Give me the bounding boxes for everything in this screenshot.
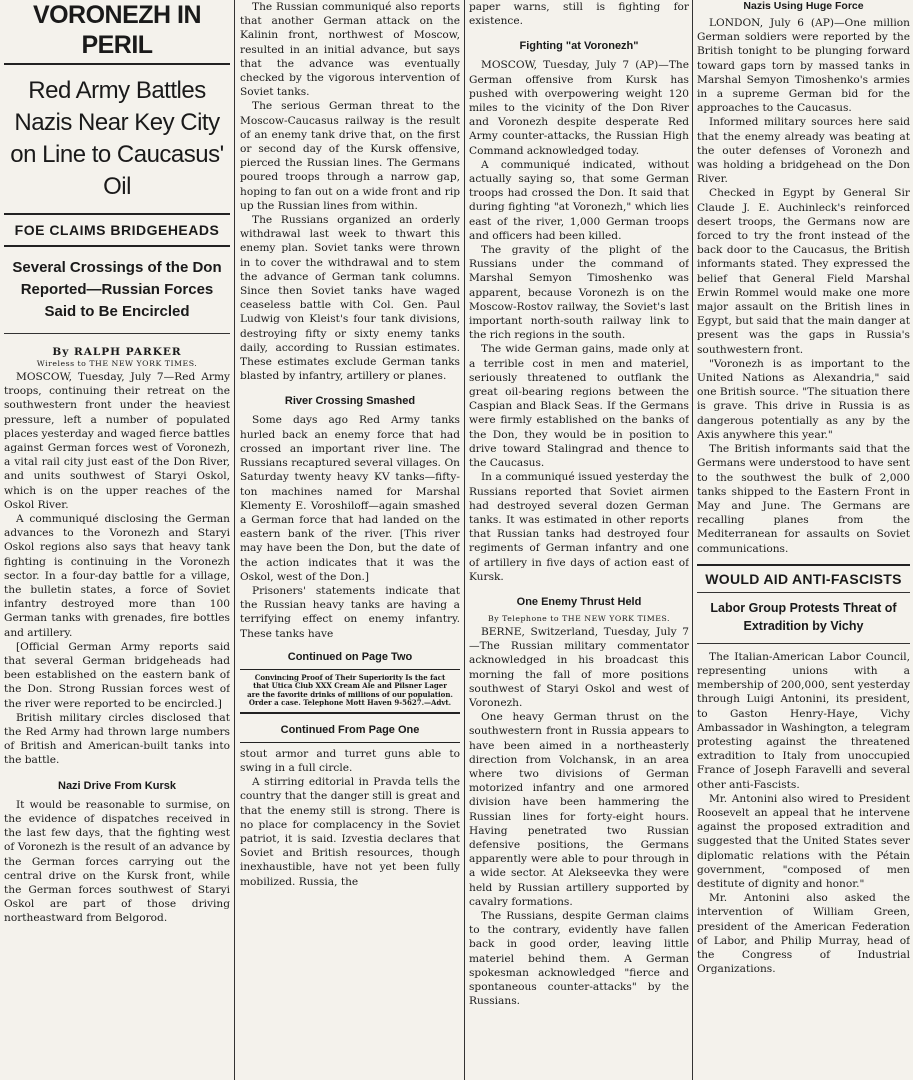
box-deck: Labor Group Protests Threat of Extradition by Vichy: [697, 593, 910, 644]
box-headline: WOULD AID ANTI-FASCISTS: [697, 564, 910, 593]
paragraph: Some days ago Red Army tanks hurled back an enemy force that had crossed an important river line. The Russians recaptured several villages. On Saturday twenty heavy KV tanks—fifty-ton machines named for Marshal Klementy E. Voroshiloff—again smashed a German force that had landed on the eastern bank of the river. [This river may have been the Don, but the date of the action indicates that it was the Oskol, west of the Don.]: [240, 414, 460, 583]
paragraph: The gravity of the plight of the Russians under the command of Marshal Semyon Timoshenko was apparent, because Voronezh is on the Moscow-Rostov railway, the Soviet's last important north-south railway link to the rich regions in the south.: [469, 244, 689, 342]
paragraph: A communiqué disclosing the German advances to the Voronezh and Staryi Oskol regions also says that heavy tank fighting is continuing in the Voronezh sector. In a four-day battle for a village, the bulletin states, a force of Soviet infantry destroyed more than 100 German tanks with grenades, fire bottles and artillery.: [4, 513, 230, 639]
paragraph: In a communiqué issued yesterday the Russians reported that Soviet airmen had destroyed several dozen German tanks. It was estimated in other reports that Russian tanks had destroyed four regiments of German infantry and one of artillery in five days of action east of Kursk.: [469, 471, 689, 583]
paragraph: MOSCOW, Tuesday, July 7 (AP)—The German offensive from Kursk has pushed with overpowering weight 120 miles to the vicinity of the Don River and Voronezh despite desperate Red Army counter-attacks, the Russian High Command acknowledged today.: [469, 59, 689, 157]
paragraph: One heavy German thrust on the southwestern front in Russia appears to have been aimed in a northeasterly direction from Volchansk, in an area where two divisions of German motorized infantry and one armored division have been hammering the Russian lines for forty-eight hours. Having penetrated two Russian defensive positions, the Germans apparently were able to pour through in a wide sector. At Alekseevka they were held by Russian artillery supported by cavalry formations.: [469, 711, 689, 908]
continued-on-link[interactable]: Continued on Page Two: [240, 647, 460, 670]
paragraph: "Voronezh is as important to the United Nations as Alexandria," said one British source. "The situation there is grave. This drive in Russia is as dangerous potentially as any by the Axis anywhere this year.": [697, 357, 910, 441]
paragraph: Informed military sources here said that the enemy already was beating at the outer defenses of Voronezh and was holding a bridgehead on the Don River.: [697, 116, 910, 186]
advertisement: Convincing Proof of Their Superiority Is the fact that Utica Club XXX Cream Ale and Pilsner Lager are the favorite drinks of millions of our population. Order a case. Telephone Mott Haven 9-5627.—Advt.: [240, 670, 460, 714]
top-banner: VORONEZH IN PERIL: [4, 0, 230, 65]
paragraph: stout armor and turret guns able to swing in a full circle.: [240, 747, 460, 774]
column-rule: [464, 0, 465, 1080]
paragraph: The serious German threat to the Moscow-Caucasus railway is the result of an enemy tank drive that, on the first or second day of the Kursk offensive, pierced the Russian lines. The Germans poured troops through a narrow gap, hoping to fan out on a wide front and rip up the Russian lines from within.: [240, 100, 460, 212]
wire-credit: By Telephone to THE NEW YORK TIMES.: [488, 613, 670, 623]
paragraph: The Italian-American Labor Council, representing unions with a membership of 200,000, sent yesterday through Luigi Antonini, its president, to Gaston Henry-Haye, Vichy Ambassador in Washington, a telegram protesting against the threatened extradition to Italy from unoccupied France of Joseph Faravelli and several other anti-Fascists.: [697, 650, 910, 791]
deck-headline: Several Crossings of the Don Reported—Russian Forces Said to Be Encircled: [4, 257, 230, 334]
column-4: [697, 0, 910, 1080]
column-2: [240, 0, 460, 1080]
column-3: [469, 0, 689, 1080]
subhead: One Enemy Thrust Held: [516, 595, 642, 608]
continued-from-link[interactable]: Continued From Page One: [240, 720, 460, 743]
wire-credit: Wireless to THE NEW YORK TIMES.: [36, 359, 198, 368]
paragraph: A stirring editorial in Pravda tells the country that the danger still is great and that the enemy still is strong. There is no place for complacency in the Soviet patriot, it is said. Izvestia declares that Soviet and British resources, though inexhaustible, have not yet been fully mobilized. Russia, the: [240, 776, 460, 888]
main-headline: Red Army Battles Nazis Near Key City on Line to Caucasus' Oil: [10, 77, 224, 200]
paragraph: It would be reasonable to surmise, on the evidence of dispatches received in the last few days, that the fighting west of Voronezh is the result of an advance by the German forces carrying out the central drive on the Kursk front, while the German forces southwest of Staryi Oskol are part of those driving northeastward from Belgorod.: [4, 798, 230, 925]
paragraph: The wide German gains, made only at a terrible cost in men and materiel, seriously threatened to outflank the great oil-bearing regions between the Caspian and Black Seas. If the Germans were firmly established on the banks of the Don, they would be in position to drive toward Stalingrad and thence to the Caucasus.: [469, 343, 689, 470]
paragraph: Checked in Egypt by General Sir Claude J. E. Auchinleck's reinforced desert troops, the Germans now are forced to try the front instead of the back door to the Caucasus, the British informants stated. They expressed the belief that General Field Marshal Erwin Rommel would make one more major assault on the British lines in Egypt, but said that the main danger at present was the gaps in Russia's southwestern front.: [697, 187, 910, 356]
subhead: Fighting "at Voronezh": [519, 40, 639, 53]
byline: By RALPH PARKER: [52, 346, 182, 358]
caps-headline: FOE CLAIMS BRIDGEHEADS: [4, 213, 230, 247]
paragraph: The British informants said that the Germans were understood to have sent to the southwest the bulk of 2,000 tanks shipped to the Eastern Front in May and June. The Germans are recalling planes from the Mediterranean for assaults on Soviet communications.: [697, 443, 910, 555]
paragraph: [Official German Army reports said that several German bridgeheads had been established on the eastern bank of the Don. Strong Russian forces west of the river were reported to be encircled.]: [4, 640, 230, 710]
paragraph: British military circles disclosed that the Red Army had thrown large numbers of British and American-built tanks into the battle.: [4, 711, 230, 767]
column-rule: [234, 0, 235, 1080]
paragraph: Mr. Antonini also wired to President Roosevelt an appeal that he intervene against the proposed extradition and suggested that the United States sever diplomatic relations with the Pétain government, "composed of men destitute of dignity and honor.": [697, 792, 910, 890]
paragraph: A communiqué indicated, without actually saying so, that some German troops had crossed the Don. It said that during fighting "at Voronezh," which lies east of the river, 1,000 German troops and officers had been killed.: [469, 158, 689, 242]
subhead: River Crossing Smashed: [284, 395, 416, 408]
paragraph: The Russians, despite German claims to the contrary, evidently have fallen back in good order, leaving little materiel behind them. A German spokesman acknowledged "fierce and spontaneous counter-attacks" by the Russians.: [469, 909, 689, 1008]
paragraph: LONDON, July 6 (AP)—One million German soldiers were reported by the British tonight to be plunging forward toward gaps torn by massed tanks in Marshal Semyon Timoshenko's armies in a supreme German bid for the approaches to the Caucasus.: [697, 17, 910, 115]
paragraph: BERNE, Switzerland, Tuesday, July 7—The Russian military commentator acknowledged in his broadcast this morning the fall of more positions southwest of Staryi Oskol and west of Voronezh.: [469, 625, 689, 709]
paragraph: MOSCOW, Tuesday, July 7—Red Army troops, continuing their retreat on the southwestern front under the heaviest pressure, left a number of populated places yesterday and waged fierce battles against German forces west of Voronezh, a vital rail city just east of the Don River, and units southwest of Staryi Oskol, which is on the upper reaches of the Oskol River.: [4, 371, 230, 511]
subhead: Nazis Using Huge Force: [743, 0, 864, 12]
paragraph: Prisoners' statements indicate that the Russian heavy tanks are having a terrifying effect on enemy infantry. These tanks have: [240, 584, 460, 640]
subhead: Nazi Drive From Kursk: [58, 779, 176, 792]
column-1: [4, 0, 230, 1080]
paragraph: paper warns, still is fighting for existence.: [469, 1, 689, 28]
paragraph: The Russians organized an orderly withdrawal last week to thwart this enemy plan. Soviet tanks were thrown in to cover the withdrawal and to stem the advance of German tank columns. Since then Soviet tanks have waged ceaseless battle with Col. Gen. Paul Ludwig von Kleist's four tank divisions, destroying fifty or sixty enemy tanks daily, according to Russian estimates. These estimates exclude German tanks blasted by infantry, artillery or planes.: [240, 214, 460, 383]
paragraph: Mr. Antonini also asked the intervention of William Green, president of the American Federation of Labor, and Philip Murray, head of the Congress of Industrial Organizations.: [697, 892, 910, 976]
paragraph: The Russian communiqué also reports that another German attack on the Kalinin front, northwest of Moscow, resulted in an initial advance, but says that the advance was eventually checked by the vigorous intervention of Soviet tanks.: [240, 1, 460, 99]
column-rule: [692, 0, 693, 1080]
